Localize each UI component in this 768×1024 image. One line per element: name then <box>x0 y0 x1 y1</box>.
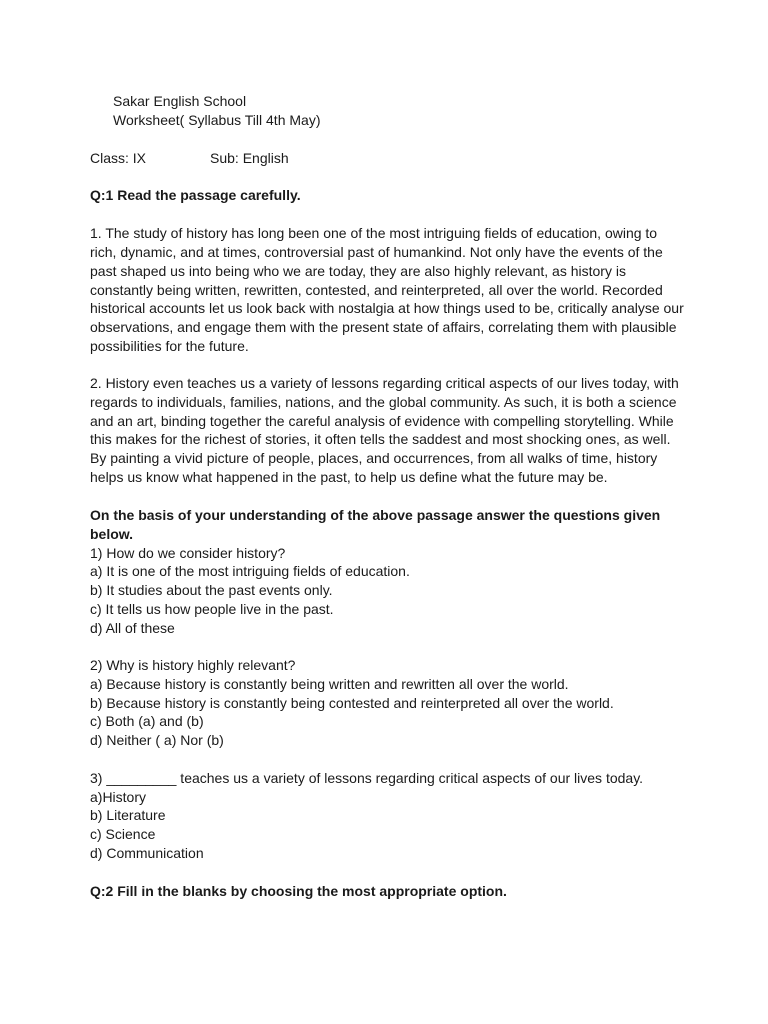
answer-option: b) Literature <box>90 807 166 823</box>
passage-line: regards to individuals, families, nations, and the global community. As such, it is both a science <box>90 394 677 410</box>
passage-line: this makes for the richest of stories, it often tells the saddest and most shocking ones, as well. <box>90 431 671 447</box>
answer-option: b) It studies about the past events only. <box>90 582 333 598</box>
instruction-line: On the basis of your understanding of the above passage answer the questions given <box>90 507 661 523</box>
subject-label: Sub: English <box>210 150 289 166</box>
question-text: 2) Why is history highly relevant? <box>90 657 296 673</box>
passage-line: constantly being written, rewritten, contested, and reinterpreted, all over the world. Recorded <box>90 282 663 298</box>
passage-line: By painting a vivid picture of people, places, and occurrences, from all walks of time, history <box>90 450 658 466</box>
class-label: Class: IX <box>90 150 147 166</box>
answer-option: c) Science <box>90 826 156 842</box>
question-text: 3) _________ teaches us a variety of lessons regarding critical aspects of our lives today. <box>90 770 644 786</box>
answer-option: a) It is one of the most intriguing fields of education. <box>90 563 410 579</box>
passage-line: observations, and engage them with the present state of affairs, correlating them with plausible <box>90 319 677 335</box>
school-name: Sakar English School <box>113 93 247 109</box>
q2-heading: Q:2 Fill in the blanks by choosing the most appropriate option. <box>90 883 507 899</box>
answer-option: c) It tells us how people live in the past. <box>90 601 334 617</box>
passage-line: rich, dynamic, and at times, controversial past of humankind. Not only have the events of the <box>90 244 663 260</box>
answer-option: a)History <box>90 789 147 805</box>
passage-line: possibilities for the future. <box>90 338 249 354</box>
answer-option: b) Because history is constantly being contested and reinterpreted all over the world. <box>90 695 614 711</box>
instruction-line: below. <box>90 526 134 542</box>
passage-line: and an art, binding together the careful analysis of evidence with compelling storytelling. While <box>90 413 674 429</box>
passage-line: historical accounts let us look back with nostalgia at how things used to be, critically analyse our <box>90 300 684 316</box>
worksheet-title: Worksheet( Syllabus Till 4th May) <box>113 112 321 128</box>
answer-option: c) Both (a) and (b) <box>90 713 204 729</box>
passage-line: 1. The study of history has long been one of the most intriguing fields of education, owing to <box>90 225 658 241</box>
passage-line: past shaped us into being who we are today, they are also highly relevant, as history is <box>90 263 626 279</box>
answer-option: d) All of these <box>90 620 175 636</box>
q1-heading: Q:1 Read the passage carefully. <box>90 187 301 203</box>
answer-option: d) Neither ( a) Nor (b) <box>90 732 224 748</box>
question-text: 1) How do we consider history? <box>90 545 286 561</box>
passage-line: helps us know what happened in the past, to help us define what the future may be. <box>90 469 608 485</box>
answer-option: a) Because history is constantly being written and rewritten all over the world. <box>90 676 569 692</box>
answer-option: d) Communication <box>90 845 204 861</box>
passage-line: 2. History even teaches us a variety of lessons regarding critical aspects of our lives today, with <box>90 375 679 391</box>
